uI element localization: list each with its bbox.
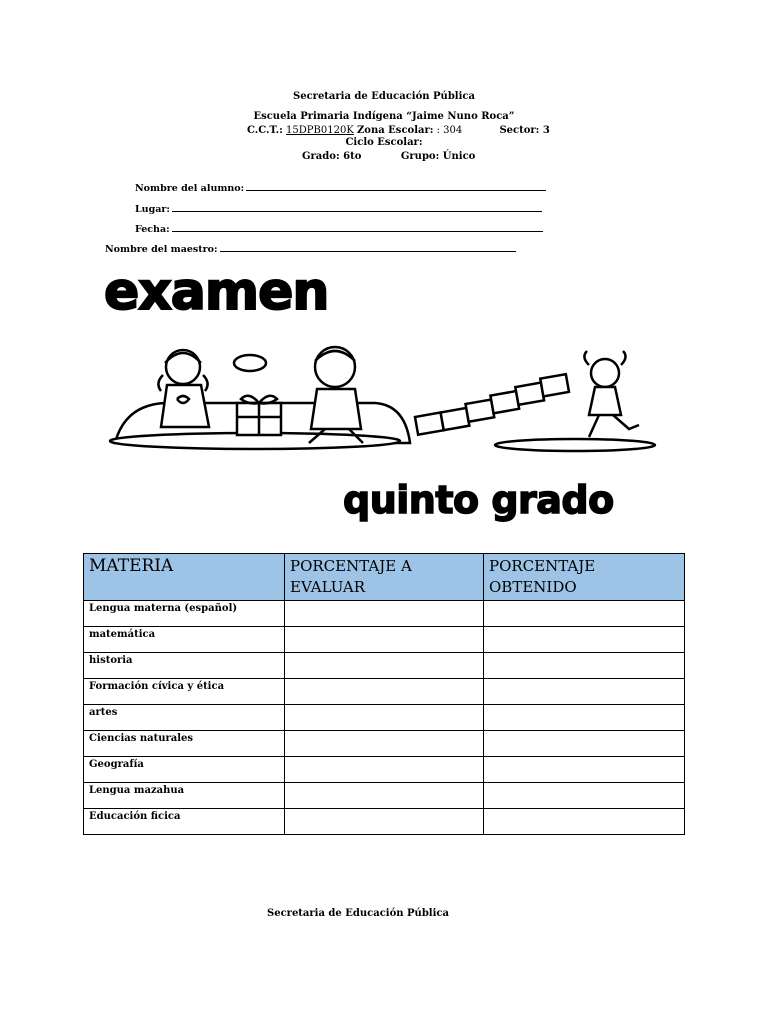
table-row <box>84 679 685 705</box>
table-row <box>84 783 685 809</box>
header-secretaria: Secretaria de Educación Pública <box>293 91 475 102</box>
table-row <box>84 653 685 679</box>
field-maestro-line[interactable] <box>220 242 516 252</box>
field-fecha-line[interactable] <box>172 222 543 232</box>
subjects-table <box>83 553 685 835</box>
header-porcentaje-evaluar: PORCENTAJE A EVALUAR <box>285 554 484 601</box>
field-lugar <box>135 202 542 215</box>
field-fecha <box>135 222 543 235</box>
evaluar-cell[interactable] <box>285 809 484 835</box>
zona-value: : 304 <box>436 125 463 136</box>
evaluar-cell[interactable] <box>285 783 484 809</box>
header-ciclo: Ciclo Escolar: <box>345 137 423 148</box>
evaluar-cell[interactable] <box>285 601 484 627</box>
obtenido-cell[interactable] <box>484 627 685 653</box>
obtenido-cell[interactable] <box>484 783 685 809</box>
title-examen: examen <box>104 262 329 322</box>
obtenido-cell[interactable] <box>484 705 685 731</box>
field-alumno-line[interactable] <box>246 181 546 191</box>
grado-label: Grado: 6to <box>302 151 362 162</box>
evaluar-cell[interactable] <box>285 653 484 679</box>
field-fecha-label: Fecha: <box>135 224 170 235</box>
table-row <box>84 705 685 731</box>
table-row <box>84 601 685 627</box>
field-alumno-label: Nombre del alumno: <box>135 183 245 194</box>
cct-label: C.C.T.: <box>247 125 283 136</box>
obtenido-cell[interactable] <box>484 653 685 679</box>
header-materia: MATERIA <box>84 554 285 601</box>
table-header-row <box>84 554 685 601</box>
subject-cell: historia <box>84 653 285 679</box>
field-maestro <box>105 242 516 255</box>
header-cct-line <box>247 125 550 136</box>
subject-cell: Educación ficica <box>84 809 285 835</box>
field-maestro-label: Nombre del maestro: <box>105 244 218 255</box>
subject-cell: matemática <box>84 627 285 653</box>
evaluar-cell[interactable] <box>285 627 484 653</box>
evaluar-cell[interactable] <box>285 679 484 705</box>
cct-value: 15DPB0120K <box>286 125 354 136</box>
obtenido-cell[interactable] <box>484 731 685 757</box>
evaluar-cell[interactable] <box>285 705 484 731</box>
obtenido-cell[interactable] <box>484 679 685 705</box>
subject-cell: Lengua mazahua <box>84 783 285 809</box>
subject-cell: Formación cívica y ética <box>84 679 285 705</box>
grupo-label: Grupo: Único <box>400 151 476 162</box>
field-lugar-label: Lugar: <box>135 204 170 215</box>
header-grado-grupo <box>302 151 475 162</box>
table-row <box>84 757 685 783</box>
table-row <box>84 809 685 835</box>
table-row <box>84 627 685 653</box>
obtenido-cell[interactable] <box>484 809 685 835</box>
field-alumno <box>135 181 546 194</box>
obtenido-cell[interactable] <box>484 601 685 627</box>
subject-cell: Geografía <box>84 757 285 783</box>
header-escuela: Escuela Primaria Indígena “Jaime Nuno Roca” <box>253 111 515 122</box>
zona-label: Zona Escolar: <box>356 125 434 136</box>
subject-cell: Ciencias naturales <box>84 731 285 757</box>
table-row <box>84 731 685 757</box>
subject-cell: artes <box>84 705 285 731</box>
title-grado: quinto grado <box>343 478 614 522</box>
field-lugar-line[interactable] <box>172 202 542 212</box>
subject-cell: Lengua materna (español) <box>84 601 285 627</box>
footer-secretaria: Secretaria de Educación Pública <box>267 908 449 919</box>
evaluar-cell[interactable] <box>285 731 484 757</box>
obtenido-cell[interactable] <box>484 757 685 783</box>
header-porcentaje-obtenido: PORCENTAJE OBTENIDO <box>484 554 685 601</box>
evaluar-cell[interactable] <box>285 757 484 783</box>
sector-label: Sector: 3 <box>499 125 550 136</box>
children-playing-clipart <box>105 345 665 465</box>
